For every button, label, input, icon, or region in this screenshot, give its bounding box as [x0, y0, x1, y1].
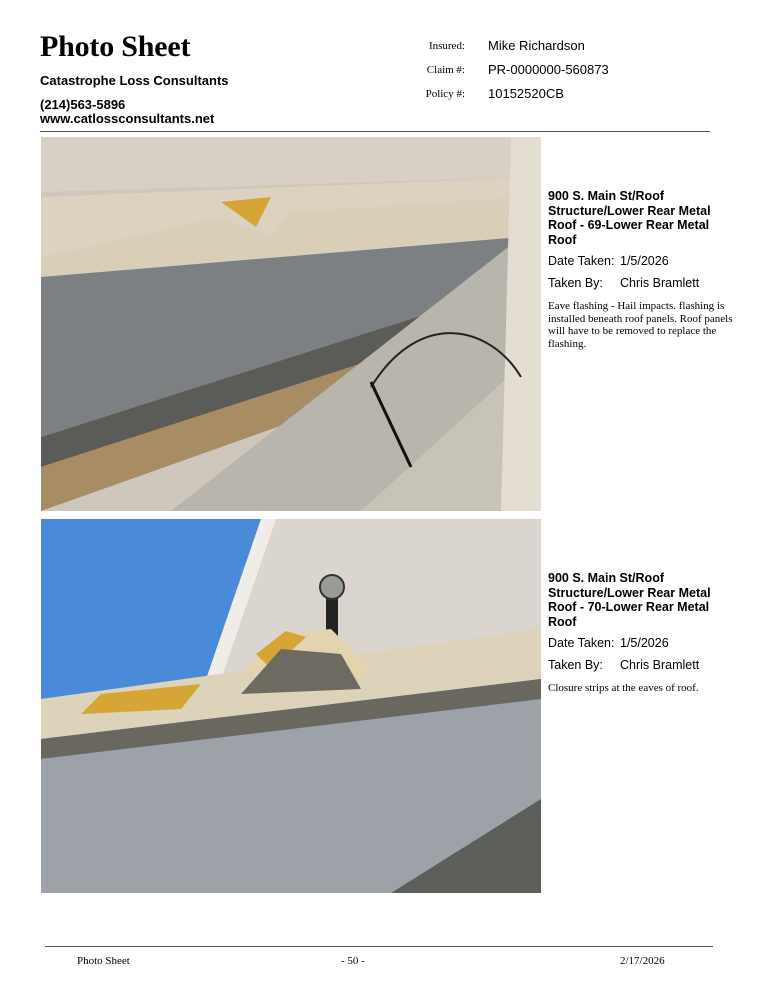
photo-1 — [41, 137, 541, 511]
policy-label: Policy #: — [425, 88, 465, 100]
photo-2-taken-by — [548, 658, 699, 672]
photo-2-by-value: Chris Bramlett — [620, 658, 700, 672]
photo-2-date-label: Date Taken: — [548, 636, 615, 650]
header-divider — [40, 131, 710, 132]
photo-2-by-label: Taken By: — [548, 658, 603, 672]
photo-2-description: Closure strips at the eaves of roof. — [548, 682, 699, 694]
photo-2-date-value: 1/5/2026 — [620, 636, 669, 650]
roof-eave-photo-1 — [41, 137, 541, 511]
photo-1-date-value: 1/5/2026 — [620, 254, 669, 268]
claim-value: PR-0000000-560873 — [488, 62, 609, 77]
photo-1-by-label: Taken By: — [548, 276, 603, 290]
photo-2-date — [548, 636, 669, 650]
photo-2-title: 900 S. Main St/Roof Structure/Lower Rear Metal Roof - 70-Lower Rear Metal Roof — [548, 571, 711, 629]
insured-value: Mike Richardson — [488, 38, 585, 53]
footer-page-number: - 50 - — [341, 955, 365, 967]
company-name: Catastrophe Loss Consultants — [40, 73, 229, 88]
policy-value: 10152520CB — [488, 86, 564, 101]
company-phone: (214)563-5896 — [40, 97, 126, 112]
footer-doc-name: Photo Sheet — [77, 955, 130, 967]
page-title: Photo Sheet — [40, 30, 191, 63]
photo-1-description: Eave flashing - Hail impacts. flashing is installed beneath roof panels. Roof panels will have to be removed to replace the flashing. — [548, 300, 733, 350]
footer-divider — [45, 946, 713, 947]
photo-1-taken-by — [548, 276, 699, 290]
photo-1-date-label: Date Taken: — [548, 254, 615, 268]
photo-1-date — [548, 254, 669, 268]
photo-1-title: 900 S. Main St/Roof Structure/Lower Rear Metal Roof - 69-Lower Rear Metal Roof — [548, 189, 711, 247]
footer-date: 2/17/2026 — [620, 955, 665, 967]
claim-label: Claim #: — [426, 64, 465, 76]
insured-label: Insured: — [428, 40, 465, 52]
photo-2 — [41, 519, 541, 893]
company-website: www.catlossconsultants.net — [40, 111, 215, 126]
roof-closure-photo-2 — [41, 519, 541, 893]
photo-1-by-value: Chris Bramlett — [620, 276, 700, 290]
